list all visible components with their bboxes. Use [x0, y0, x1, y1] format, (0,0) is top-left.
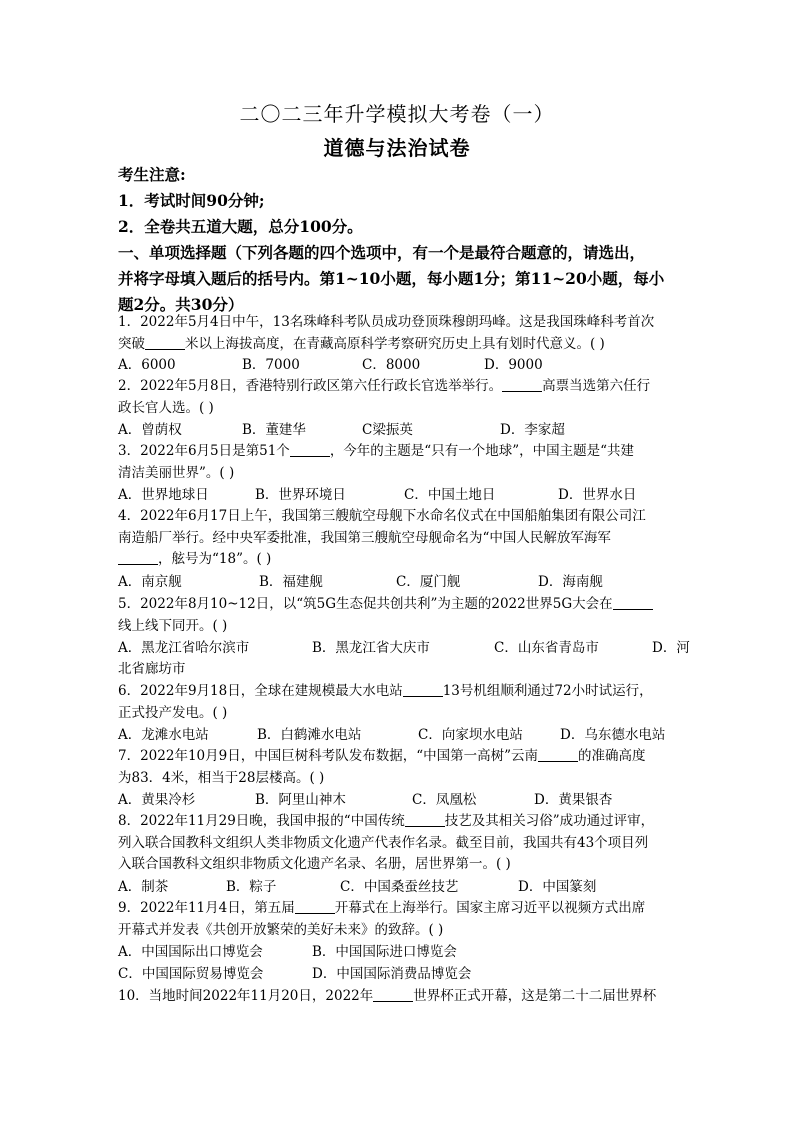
question-9: [118, 898, 688, 941]
option-d: D．黄果银杏: [534, 792, 613, 808]
question-1-line-2: [118, 334, 688, 356]
notice-item-1: 1．考试时间90分钟;: [118, 191, 265, 210]
option-b: B．福建舰: [259, 574, 323, 590]
question-1-text: 突破: [118, 335, 145, 352]
question-2-text: 2．2022年5月8日，香港特别行政区第六任行政长官选举举行。: [118, 378, 503, 394]
option-b: B．粽子: [226, 879, 277, 895]
question-2-line-1: [118, 376, 688, 398]
question-9-line-1: [118, 898, 688, 920]
question-5: [118, 594, 688, 637]
question-8-line-1: [118, 811, 688, 833]
question-7-options: [118, 790, 698, 812]
option-d: D．中国篆刻: [518, 879, 597, 895]
option-a: A．曾荫权: [118, 422, 182, 438]
question-6-line-1: [118, 681, 688, 703]
option-c: C．中国土地日: [404, 487, 496, 503]
answer-blank: [290, 442, 330, 457]
option-d: D．李家超: [500, 422, 565, 438]
option-a: A．中国国际出口博览会: [118, 944, 263, 960]
option-c: C．山东省青岛市: [494, 640, 599, 656]
option-c: C．向家坝水电站: [418, 727, 523, 743]
option-b: B．董建华: [242, 422, 306, 438]
question-7-text: 7．2022年10月9日，中国巨树科考队发布数据，“中国第一高树”云南: [118, 748, 539, 764]
question-10-text: 世界杯正式开幕，这是第二十二届世界杯: [413, 988, 657, 1004]
question-7-text: 的准确高度: [578, 748, 646, 764]
answer-blank: [145, 335, 185, 350]
question-3-options: [118, 485, 698, 507]
answer-blank: [538, 747, 578, 762]
question-4-text: ，舷号为“18”。( ): [158, 551, 272, 567]
option-c: C．中国桑蚕丝技艺: [340, 879, 459, 895]
answer-blank: [295, 899, 335, 914]
question-6-line-2: 正式投产发电。( ): [118, 704, 228, 721]
notice-item-2: 2．全卷共五道大题，总分100分。: [118, 217, 363, 236]
question-1-line-1: 1．2022年5月4日中午，13名珠峰科考队员成功登顶珠穆朗玛峰。这是我国珠峰科考首次: [118, 314, 655, 330]
section-1-instruction-line-3: 题2分。共30分）: [118, 295, 244, 314]
question-7: [118, 746, 688, 789]
option-d: D．海南舰: [538, 574, 603, 590]
question-6: [118, 681, 688, 724]
question-1-options: [118, 355, 698, 377]
question-10-text: 10．当地时间2022年11月20日，2022年: [118, 988, 374, 1004]
question-6-options: [118, 725, 698, 747]
question-3: [118, 441, 688, 484]
option-b: B．黑龙江省大庆市: [312, 640, 430, 656]
question-10: [118, 986, 688, 1008]
option-c: C梁振英: [362, 422, 413, 438]
option-b: B．白鹤滩水电站: [257, 727, 362, 743]
question-8-text: 8．2022年11月29日晚，我国申报的“中国传统: [118, 813, 405, 829]
answer-blank: [403, 682, 443, 697]
question-5-option-d-continued: 北省廊坊市: [118, 661, 186, 677]
question-2-text: 高票当选第六任行: [542, 378, 651, 394]
option-c: C．凤凰松: [412, 792, 477, 808]
question-8-options: [118, 877, 698, 899]
question-6-text: 13号机组顺利通过72小时试运行，: [442, 683, 653, 699]
answer-blank: [405, 812, 445, 827]
question-3-text: ，今年的主题是“只有一个地球”，中国主题是“共建: [329, 443, 635, 459]
question-2-options: [118, 420, 698, 442]
option-a: A．黑龙江省哈尔滨市: [118, 640, 250, 656]
question-4-line-3: [118, 549, 688, 571]
question-7-line-1: [118, 746, 688, 768]
option-c: C．中国国际贸易博览会: [118, 966, 264, 982]
question-3-line-1: [118, 441, 688, 463]
question-9-text: 9．2022年11月4日，第五届: [118, 900, 295, 916]
question-7-line-2: 为83．4米，相当于28层楼高。( ): [118, 769, 325, 786]
question-1-text: 米以上海拔高度，在青藏高原科学考察研究历史上具有划时代意义。( ): [185, 335, 605, 352]
question-4-line-1: 4．2022年6月17日上午，我国第三艘航空母舰下水命名仪式在中国船舶集团有限公司江: [118, 508, 646, 524]
question-5-line-1: [118, 594, 688, 616]
option-d: D．河: [652, 640, 690, 656]
question-8-text: 技艺及其相关习俗”成功通过评审，: [444, 813, 655, 829]
option-c: C．8000: [362, 357, 421, 373]
question-9-options-row-2: [118, 964, 698, 986]
answer-blank: [502, 377, 542, 392]
question-2: [118, 376, 688, 419]
question-5-options: [118, 638, 698, 660]
option-a: A．龙滩水电站: [118, 727, 209, 743]
question-3-text: 3．2022年6月5日是第51个: [118, 443, 290, 459]
option-a: A．南京舰: [118, 574, 182, 590]
question-1: [118, 312, 688, 355]
question-2-line-2: 政长官人选。( ): [118, 399, 214, 416]
option-c: C．厦门舰: [396, 574, 461, 590]
question-5-line-2: 线上线下同开。( ): [118, 617, 228, 634]
option-d: D．中国国际消费品博览会: [312, 966, 472, 982]
answer-blank: [373, 987, 413, 1002]
option-a: A．黄果冷杉: [118, 792, 196, 808]
option-b: B．7000: [242, 357, 300, 373]
option-a: A．6000: [118, 357, 176, 373]
section-1-instruction-line-2: 并将字母填入题后的括号内。第1~10小题，每小题1分；第11~20小题，每小: [118, 269, 665, 288]
question-9-options-row-1: [118, 942, 698, 964]
question-6-text: 6．2022年9月18日，全球在建规模最大水电站: [118, 683, 403, 699]
question-8-line-2: 列入联合国教科文组织人类非物质文化遗产代表作名录。截至目前，我国共有43个项目列: [118, 834, 649, 851]
question-3-line-2: 清洁美丽世界”。( ): [118, 464, 235, 481]
exam-title: 二〇二三年升学模拟大考卷（一）: [239, 102, 555, 126]
option-a: A．世界地球日: [118, 487, 209, 503]
option-b: B．世界环境日: [255, 487, 346, 503]
question-4-line-2: 南造船厂举行。经中央军委批准，我国第三艘航空母舰命名为“中国人民解放军海军: [118, 529, 611, 546]
question-8: [118, 811, 688, 876]
option-d: D．乌东德水电站: [560, 727, 666, 743]
exam-subtitle: 道德与法治试卷: [323, 136, 471, 160]
option-b: B．中国国际进口博览会: [312, 944, 457, 960]
option-d: D．世界水日: [558, 487, 637, 503]
answer-blank: [118, 550, 158, 565]
question-4-options: [118, 572, 698, 594]
answer-blank: [613, 595, 653, 610]
notice-heading: 考生注意:: [118, 165, 186, 184]
option-a: A．制茶: [118, 879, 169, 895]
question-4: [118, 506, 688, 571]
option-d: D．9000: [484, 357, 543, 373]
question-10-line-1: [118, 986, 688, 1008]
section-1-instruction-line-1: 一、单项选择题（下列各题的四个选项中，有一个是最符合题意的，请选出，: [118, 243, 646, 262]
question-5-text: 5．2022年8月10~12日，以“筑5G生态促共创共利”为主题的2022世界5G大会在: [118, 596, 613, 612]
question-9-text: 开幕式在上海举行。国家主席习近平以视频方式出席: [334, 900, 646, 916]
question-8-line-3: 入联合国教科文组织非物质文化遗产名录、名册，居世界第一。( ): [118, 856, 511, 872]
question-9-line-2: 开幕式并发表《共创开放繁荣的美好未来》的致辞。( ): [118, 921, 444, 938]
option-b: B．阿里山神木: [255, 792, 346, 808]
